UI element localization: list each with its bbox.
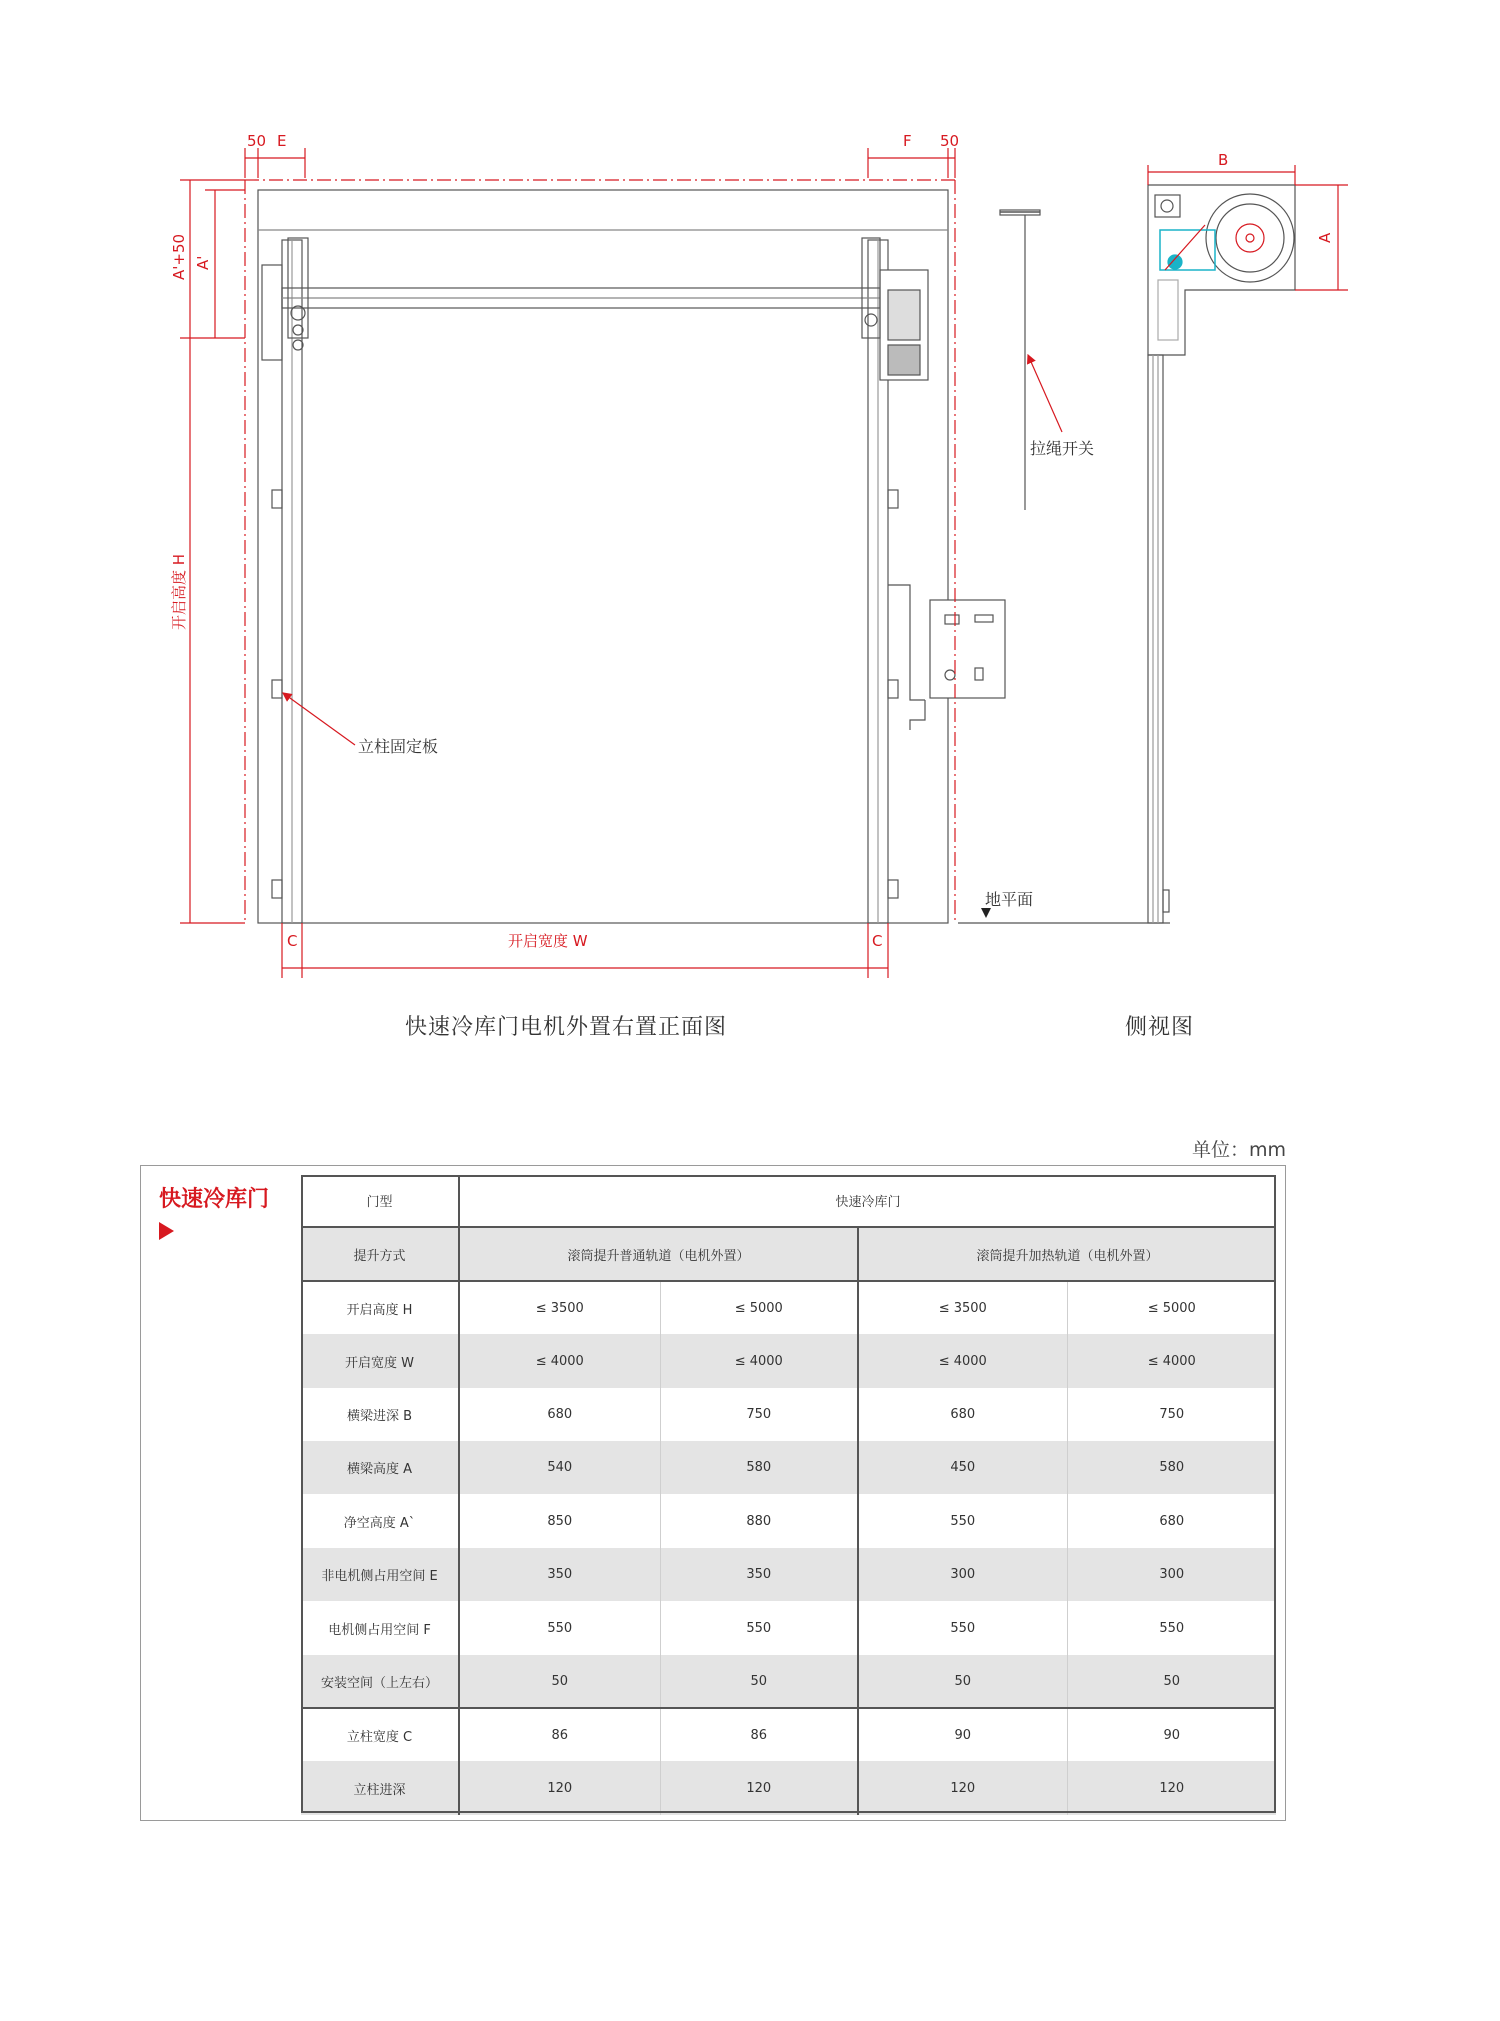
cell: 540 (459, 1441, 660, 1494)
cell: 680 (459, 1388, 660, 1441)
row-label: 横梁进深 B (301, 1388, 459, 1441)
section-title: 快速冷库门 (159, 1187, 270, 1212)
dim-side-a: A (1316, 232, 1334, 243)
control-box (930, 600, 1005, 698)
dim-c-right: C (872, 932, 883, 950)
cell: 580 (660, 1441, 858, 1494)
cell: 750 (660, 1388, 858, 1441)
row-label: 立柱宽度 C (301, 1708, 459, 1761)
dim-f: F (903, 132, 912, 150)
dim-a-prime: A' (194, 255, 212, 270)
cell: 350 (459, 1548, 660, 1601)
cell: 550 (459, 1601, 660, 1655)
cell: ≤ 4000 (1067, 1334, 1276, 1388)
callout-pull-switch: 拉绳开关 (1030, 439, 1095, 458)
cell: ≤ 5000 (1067, 1281, 1276, 1334)
dimension-lines (180, 148, 1062, 978)
cell: 550 (858, 1601, 1067, 1655)
table-row (301, 1708, 1276, 1761)
cell: 680 (858, 1388, 1067, 1441)
cell: 750 (1067, 1388, 1276, 1441)
dim-e: E (277, 132, 287, 150)
callout-ground: 地平面 (985, 890, 1034, 909)
dim-width: 开启宽度 W (508, 932, 588, 950)
dim-top-left-gap: 50 (247, 132, 267, 150)
side-view-caption: 侧视图 (1125, 1015, 1195, 1040)
row-label: 安装空间（上左右） (301, 1655, 459, 1708)
section-arrow-icon (159, 1222, 174, 1240)
cell: 680 (1067, 1494, 1276, 1548)
row-label: 净空高度 A` (301, 1494, 459, 1548)
dim-side-b: B (1218, 151, 1229, 169)
cell: ≤ 3500 (459, 1281, 660, 1334)
cell: 90 (858, 1708, 1067, 1761)
cell: 50 (858, 1655, 1067, 1708)
cell: ≤ 3500 (858, 1281, 1067, 1334)
lift-group-1: 滚筒提升普通轨道（电机外置） (459, 1227, 858, 1281)
cell: ≤ 4000 (459, 1334, 660, 1388)
cell: ≤ 4000 (858, 1334, 1067, 1388)
row-label: 立柱进深 (301, 1761, 459, 1815)
door-type-label: 门型 (301, 1175, 459, 1227)
table-row (301, 1281, 1276, 1334)
dim-height: 开启高度 H (170, 553, 188, 630)
cell: 50 (459, 1655, 660, 1708)
table-row (301, 1227, 1276, 1281)
table-row (301, 1334, 1276, 1388)
cell: 50 (660, 1655, 858, 1708)
cell: 120 (660, 1761, 858, 1815)
cell: ≤ 5000 (660, 1281, 858, 1334)
dim-c-left: C (287, 932, 298, 950)
wall-outline (258, 190, 948, 923)
cell: 300 (1067, 1548, 1276, 1601)
cell: 120 (1067, 1761, 1276, 1815)
table-row (301, 1441, 1276, 1494)
table-row (301, 1388, 1276, 1441)
lift-group-2: 滚筒提升加热轨道（电机外置） (858, 1227, 1276, 1281)
cell: 580 (1067, 1441, 1276, 1494)
cell: ≤ 4000 (660, 1334, 858, 1388)
table-row (301, 1655, 1276, 1708)
unit-label: 单位：mm (1192, 1139, 1287, 1161)
door-type-value: 快速冷库门 (459, 1175, 1276, 1227)
row-label: 电机侧占用空间 F (301, 1601, 459, 1655)
table-row (301, 1761, 1276, 1815)
cell: 550 (858, 1494, 1067, 1548)
cell: 450 (858, 1441, 1067, 1494)
cell: 350 (660, 1548, 858, 1601)
cell: 550 (660, 1601, 858, 1655)
cell: 880 (660, 1494, 858, 1548)
front-view (258, 190, 1170, 923)
cell: 550 (1067, 1601, 1276, 1655)
table-row (301, 1601, 1276, 1655)
dim-a-plus: A'+50 (170, 233, 188, 280)
callout-post-plate: 立柱固定板 (358, 737, 439, 756)
table-row (301, 1494, 1276, 1548)
cell: 120 (858, 1761, 1067, 1815)
row-label: 开启宽度 W (301, 1334, 459, 1388)
row-label: 开启高度 H (301, 1281, 459, 1334)
front-view-caption: 快速冷库门电机外置右置正面图 (405, 1015, 728, 1040)
side-view (1148, 185, 1295, 923)
cell: 850 (459, 1494, 660, 1548)
cell: 90 (1067, 1708, 1276, 1761)
cell: 86 (660, 1708, 858, 1761)
lift-label: 提升方式 (301, 1227, 459, 1281)
cell: 120 (459, 1761, 660, 1815)
row-label: 横梁高度 A (301, 1441, 459, 1494)
row-label: 非电机侧占用空间 E (301, 1548, 459, 1601)
table-row (301, 1548, 1276, 1601)
cell: 300 (858, 1548, 1067, 1601)
spec-table (301, 1175, 1276, 1815)
cell: 86 (459, 1708, 660, 1761)
table-row (301, 1175, 1276, 1227)
cell: 50 (1067, 1655, 1276, 1708)
dim-top-right-gap: 50 (940, 132, 960, 150)
